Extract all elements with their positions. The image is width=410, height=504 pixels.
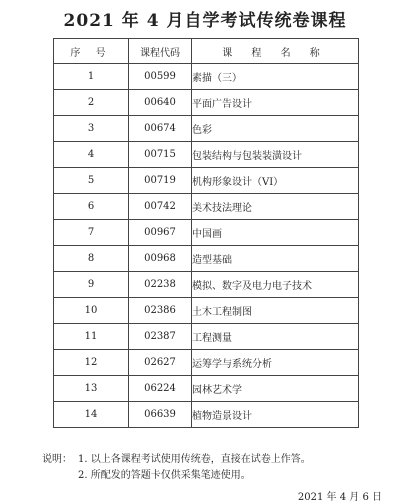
table-row	[54, 402, 359, 428]
table-row	[54, 194, 359, 220]
serial-number-cell: 10	[54, 298, 129, 324]
header-course-code: 课程代码	[129, 39, 192, 64]
notes	[42, 452, 311, 484]
table-row	[54, 246, 359, 272]
course-code-cell: 00599	[129, 64, 192, 90]
serial-number-cell: 12	[54, 350, 129, 376]
note-item: 1. 以上各课程考试使用传统卷，直接在试卷上作答。	[78, 454, 311, 465]
table-row	[54, 168, 359, 194]
table-row	[54, 64, 359, 90]
serial-number-cell: 8	[54, 246, 129, 272]
notes-label: 说明：	[42, 454, 72, 465]
course-name-cell: 运筹学与系统分析	[192, 350, 359, 376]
page-title: 2021 年 4 月自学考试传统卷课程	[63, 11, 347, 31]
table-header-row	[54, 39, 359, 64]
course-name-cell: 园林艺术学	[192, 376, 359, 402]
note-row	[42, 468, 311, 484]
table-row	[54, 220, 359, 246]
course-code-cell: 00715	[129, 142, 192, 168]
table-row	[54, 116, 359, 142]
course-code-cell: 02386	[129, 298, 192, 324]
serial-number-cell: 3	[54, 116, 129, 142]
note-row	[42, 452, 311, 468]
header-serial-number: 序 号	[54, 39, 129, 64]
serial-number-cell: 14	[54, 402, 129, 428]
course-name-cell: 平面广告设计	[192, 90, 359, 116]
course-code-cell: 02627	[129, 350, 192, 376]
course-name-cell: 素描（三）	[192, 64, 359, 90]
serial-number-cell: 2	[54, 90, 129, 116]
table-row	[54, 272, 359, 298]
course-name-cell: 工程测量	[192, 324, 359, 350]
course-code-cell: 02387	[129, 324, 192, 350]
table-row	[54, 350, 359, 376]
table-row	[54, 90, 359, 116]
serial-number-cell: 6	[54, 194, 129, 220]
course-code-cell: 00967	[129, 220, 192, 246]
issue-date: 2021 年 4 月 6 日	[297, 492, 382, 503]
course-code-cell: 00968	[129, 246, 192, 272]
course-name-cell: 包装结构与包装装潢设计	[192, 142, 359, 168]
serial-number-cell: 9	[54, 272, 129, 298]
course-name-cell: 土木工程制图	[192, 298, 359, 324]
table-row	[54, 376, 359, 402]
course-name-cell: 机构形象设计（VI）	[192, 168, 359, 194]
course-name-cell: 模拟、数字及电力电子技术	[192, 272, 359, 298]
table-row	[54, 142, 359, 168]
course-table	[53, 38, 359, 428]
course-code-cell: 00640	[129, 90, 192, 116]
serial-number-cell: 11	[54, 324, 129, 350]
course-code-cell: 06639	[129, 402, 192, 428]
course-code-cell: 00742	[129, 194, 192, 220]
notes-indent	[42, 468, 78, 484]
course-code-cell: 00674	[129, 116, 192, 142]
course-name-cell: 中国画	[192, 220, 359, 246]
header-course-name: 课 程 名 称	[192, 39, 359, 64]
serial-number-cell: 7	[54, 220, 129, 246]
table-row	[54, 324, 359, 350]
serial-number-cell: 1	[54, 64, 129, 90]
course-code-cell: 00719	[129, 168, 192, 194]
table-body	[54, 64, 359, 428]
course-name-cell: 造型基础	[192, 246, 359, 272]
course-name-cell: 色彩	[192, 116, 359, 142]
table-row	[54, 298, 359, 324]
serial-number-cell: 4	[54, 142, 129, 168]
course-code-cell: 02238	[129, 272, 192, 298]
course-name-cell: 植物造景设计	[192, 402, 359, 428]
course-code-cell: 06224	[129, 376, 192, 402]
course-name-cell: 美术技法理论	[192, 194, 359, 220]
note-item: 2. 所配发的答题卡仅供采集笔迹使用。	[78, 470, 251, 481]
serial-number-cell: 5	[54, 168, 129, 194]
serial-number-cell: 13	[54, 376, 129, 402]
